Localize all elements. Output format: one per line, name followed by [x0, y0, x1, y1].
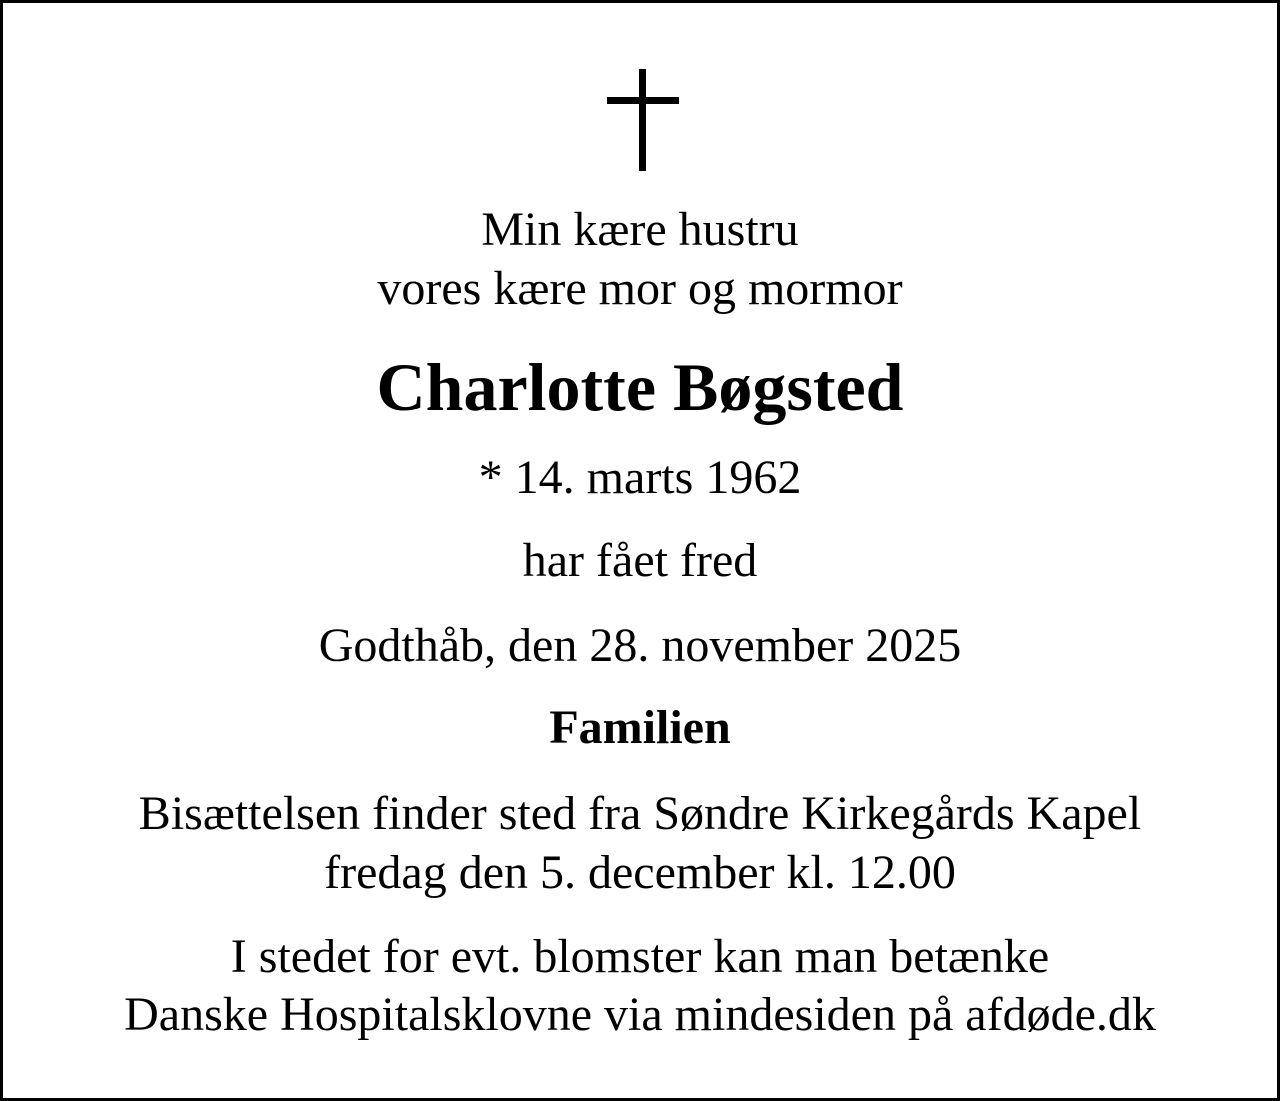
birth-date: * 14. marts 1962: [478, 451, 802, 504]
funeral-line-1: Bisættelsen finder sted fra Søndre Kirkegårds Kapel: [138, 787, 1142, 840]
passed-text: har fået fred: [522, 534, 758, 587]
cross-vertical-bar: [639, 69, 646, 171]
deceased-name: Charlotte Bøgsted: [376, 349, 904, 425]
intro-line-2: vores kære mor og mormor: [377, 262, 903, 315]
place-and-date: Godthåb, den 28. november 2025: [318, 619, 962, 672]
intro-line-1: Min kære hustru: [481, 203, 799, 256]
cross-horizontal-bar: [607, 97, 679, 104]
donation-line-1: I stedet for evt. blomster kan man betænke: [230, 930, 1050, 983]
funeral-line-2: fredag den 5. december kl. 12.00: [324, 846, 956, 899]
cross-icon: [607, 69, 679, 171]
donation-line-2: Danske Hospitalsklovne via mindesiden på afdøde.dk: [124, 988, 1156, 1041]
signature-family: Familien: [549, 701, 731, 754]
